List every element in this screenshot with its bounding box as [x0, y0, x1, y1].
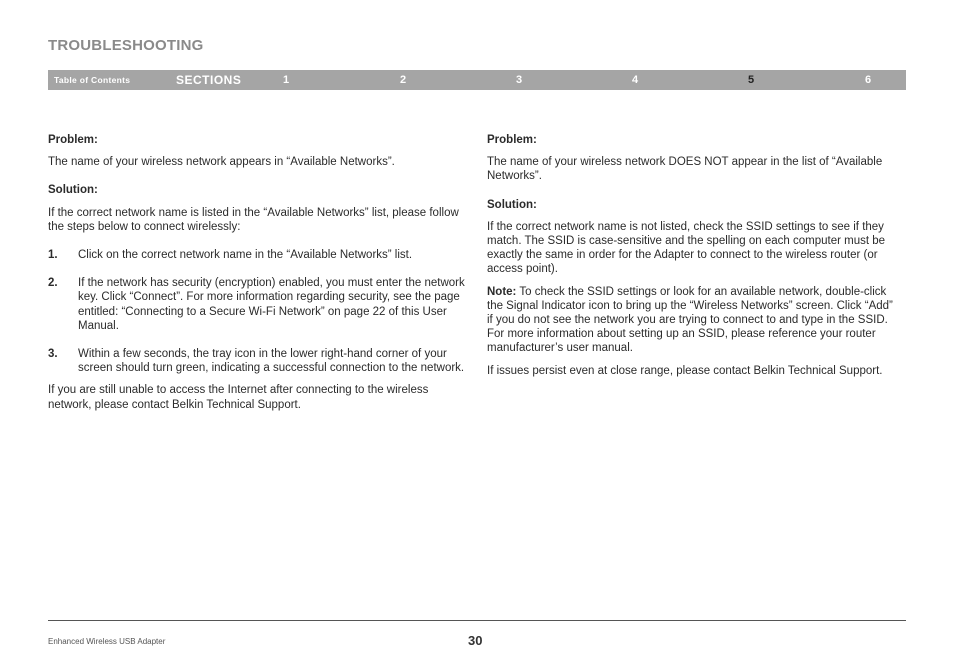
- step-number: 2.: [48, 277, 58, 290]
- closing-text: If issues persist even at close range, please contact Belkin Technical Support.: [487, 364, 883, 377]
- step-number: 3.: [48, 348, 58, 361]
- section-link-5[interactable]: 5: [748, 74, 755, 86]
- step-item: [48, 347, 468, 375]
- note-label: Note:: [487, 285, 517, 298]
- section-nav-bar: [48, 70, 906, 90]
- sections-label: SECTIONS: [176, 73, 242, 87]
- note-text: To check the SSID settings or look for an available network, double-click the Signal Indicator icon to bring up the “Wireless Networks” screen. Click “Add” if you do not see the network you are trying to connect to and type in the SSID. For more information about setting up an SSID, please reference your router manufacturer’s user manual.: [487, 285, 893, 355]
- section-link-6[interactable]: 6: [865, 74, 872, 86]
- problem-heading: Problem:: [48, 134, 98, 146]
- problem-text: The name of your wireless network DOES NOT appear in the list of “Available Networks”.: [487, 156, 883, 183]
- step-text: Within a few seconds, the tray icon in the lower right-hand corner of your screen should turn green, indicating a successful connection to the network.: [78, 348, 465, 375]
- closing-text: If you are still unable to access the Internet after connecting to the wireless network, please contact Belkin Technical Support.: [48, 384, 429, 411]
- problem-text: The name of your wireless network appears in “Available Networks”.: [48, 156, 395, 169]
- step-item: [48, 248, 468, 262]
- note-paragraph: [487, 285, 899, 356]
- page-number: 30: [468, 633, 483, 648]
- section-link-1[interactable]: 1: [283, 74, 290, 86]
- solution-intro: If the correct network name is listed in the “Available Networks” list, please follow the steps below to connect wirelessly:: [48, 206, 459, 233]
- footer-product-name: Enhanced Wireless USB Adapter: [48, 637, 166, 646]
- right-column: [487, 133, 899, 378]
- solution-heading: Solution:: [487, 198, 537, 211]
- left-column: [48, 133, 468, 412]
- section-link-3[interactable]: 3: [516, 74, 523, 86]
- footer-divider: [48, 620, 906, 621]
- section-link-2[interactable]: 2: [400, 74, 407, 86]
- solution-heading: Solution:: [48, 184, 98, 197]
- problem-heading: Problem:: [487, 134, 537, 146]
- table-of-contents-link[interactable]: Table of Contents: [54, 75, 131, 85]
- section-link-4[interactable]: 4: [632, 74, 639, 86]
- solution-text: If the correct network name is not listed, check the SSID settings to see if they match. The SSID is case-sensitive and the spelling on each computer must be exactly the same in order for the Adapter to connect to the wireless router (or access point).: [487, 220, 886, 276]
- step-text: If the network has security (encryption) enabled, you must enter the network key. Click “Connect”. For more information regarding security, see the page entitled: “Connecting to a Secure Wi-Fi Network” on page 22 of this User Manual.: [78, 277, 465, 332]
- step-number: 1.: [48, 249, 58, 262]
- page-section-title: TROUBLESHOOTING: [48, 37, 204, 54]
- step-text: Click on the correct network name in the “Available Networks” list.: [78, 249, 413, 262]
- step-item: [48, 276, 468, 333]
